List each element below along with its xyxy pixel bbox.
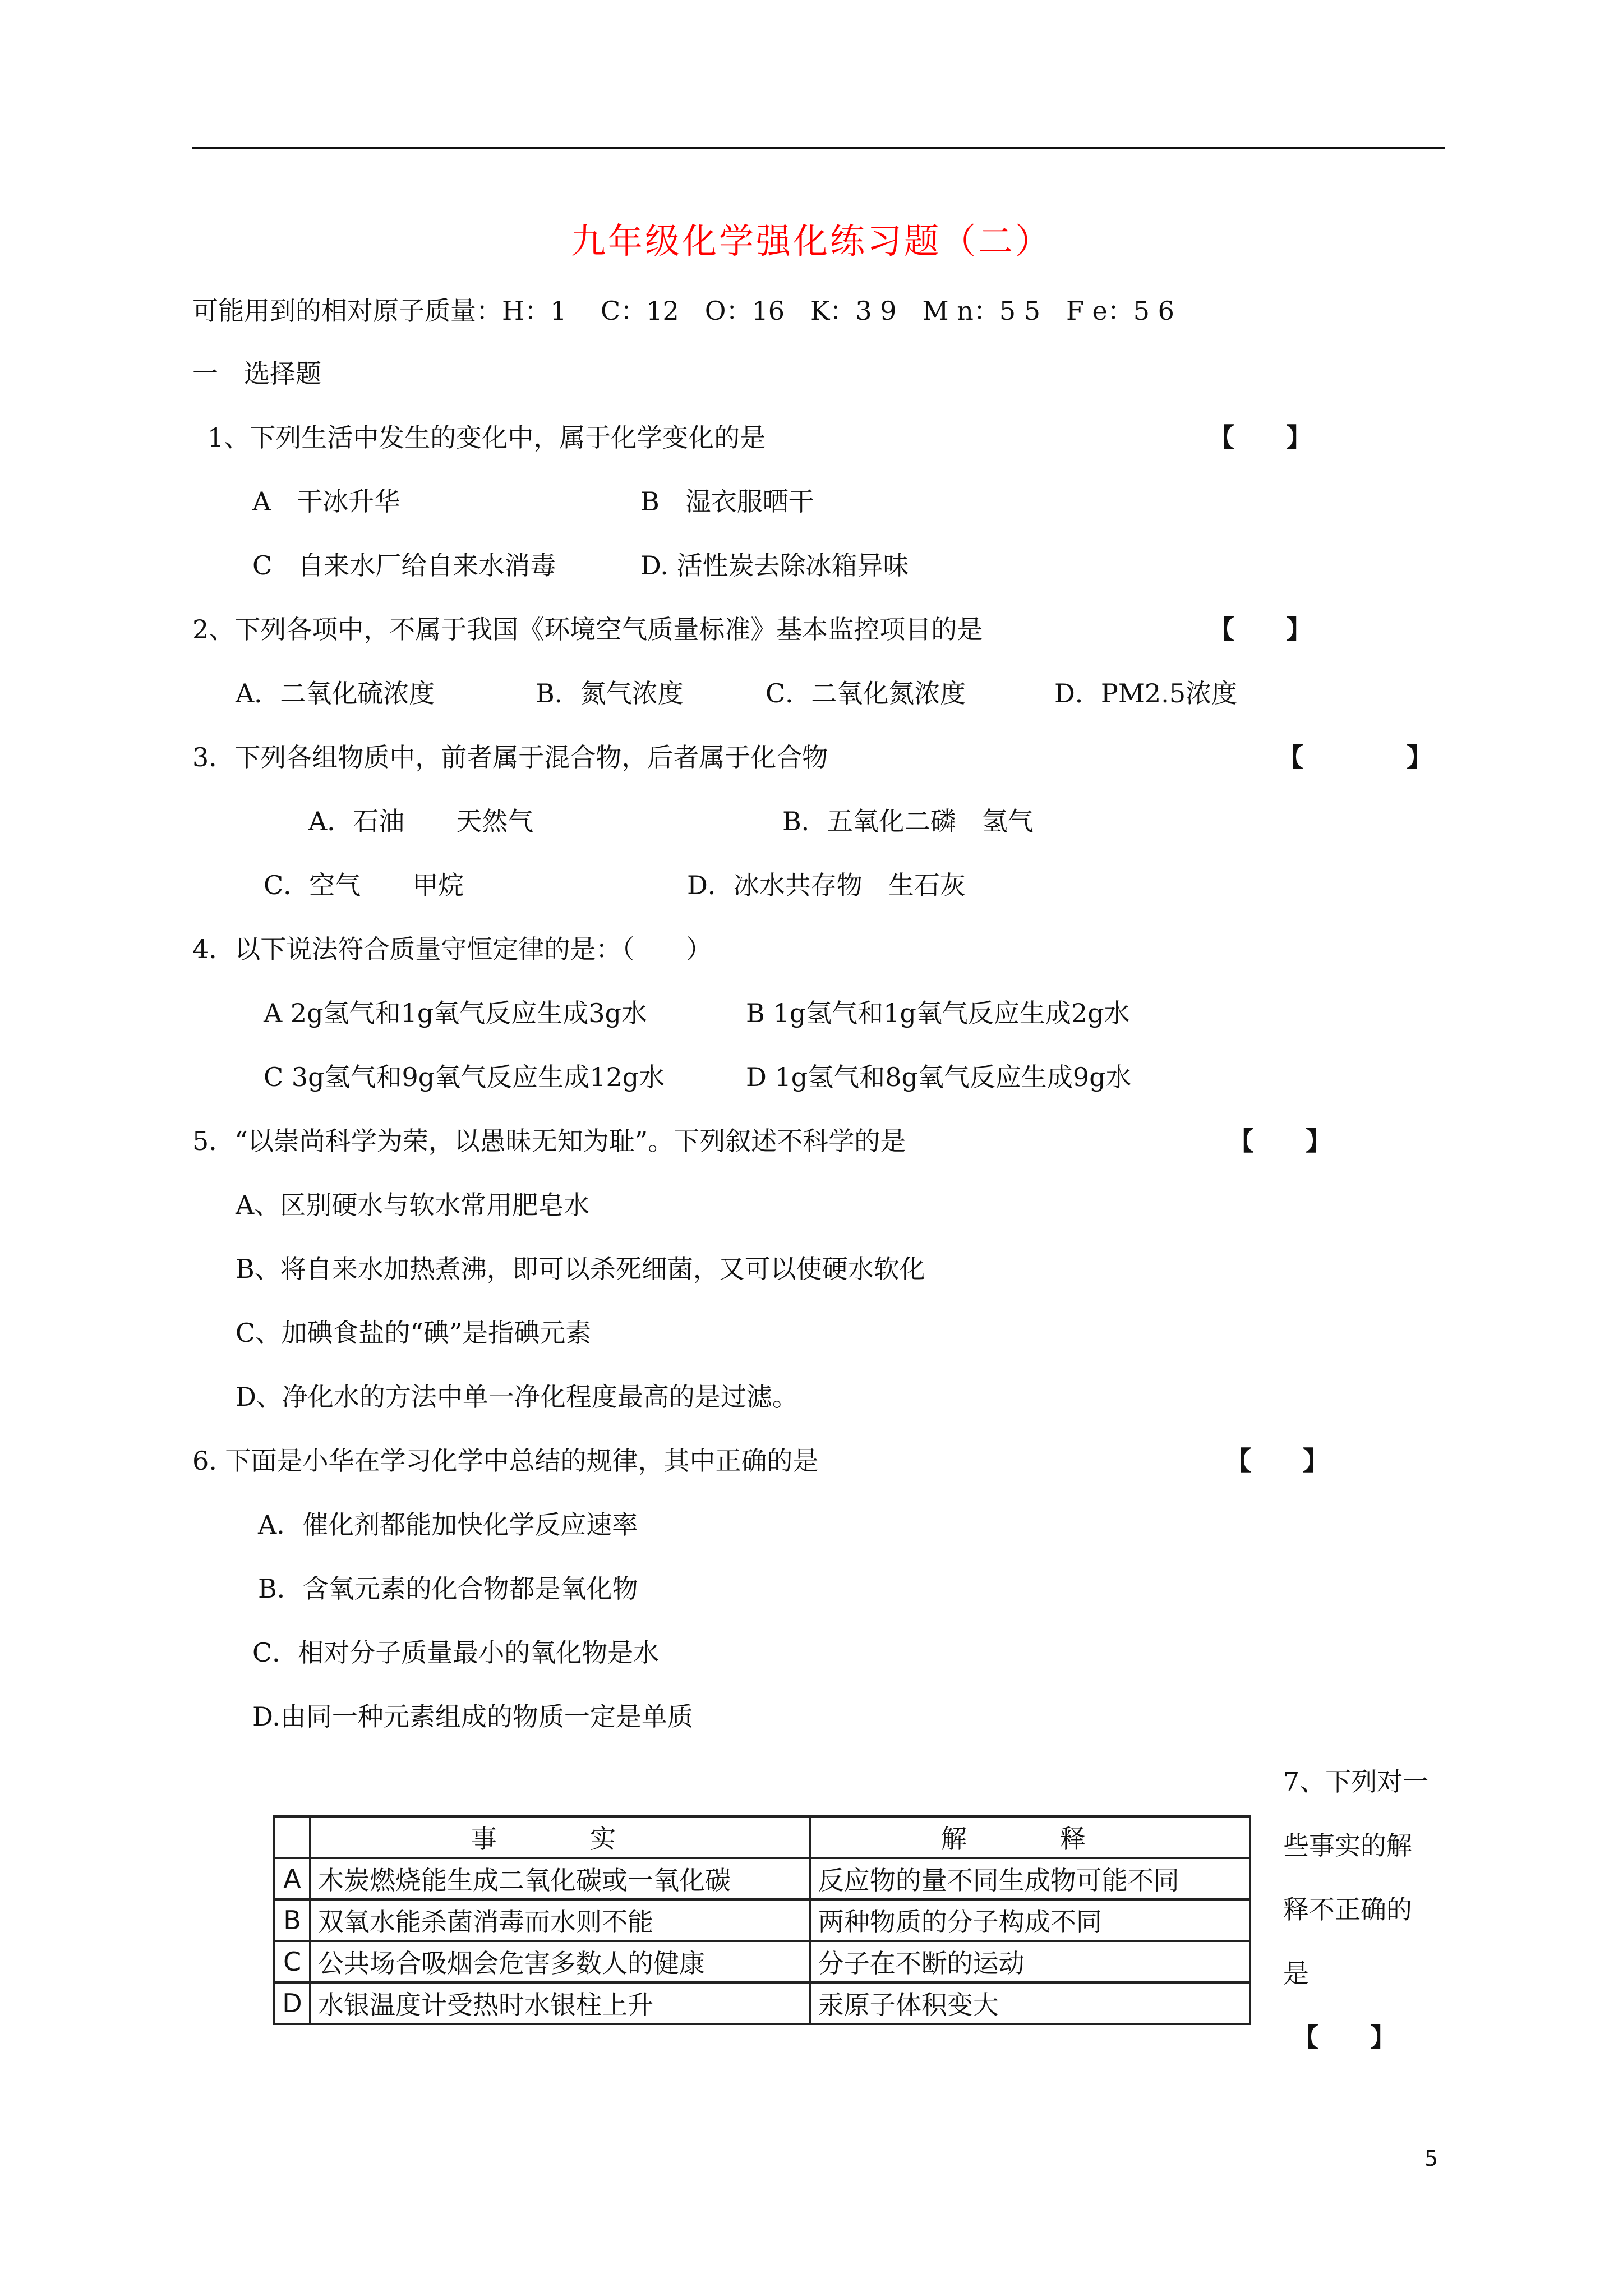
q5-option-a: A、区别硬水与软水常用肥皂水 bbox=[236, 1190, 590, 1220]
row-explanation: 分子在不断的运动 bbox=[810, 1941, 1250, 1982]
q7-answer-bracket: 【 】 bbox=[1293, 2022, 1396, 2053]
table-row bbox=[274, 1858, 1250, 1899]
table-header-fact: 事 实 bbox=[310, 1816, 810, 1858]
q4-option-a: A 2g氢气和1g氧气反应生成3g水 bbox=[264, 998, 647, 1028]
q1-option-d: D. 活性炭去除冰箱异味 bbox=[640, 550, 909, 581]
row-fact: 公共场合吸烟会危害多数人的健康 bbox=[310, 1941, 810, 1982]
q4-option-d: D 1g氢气和8g氧气反应生成9g水 bbox=[746, 1062, 1132, 1092]
q2-option-c: C．二氧化氮浓度 bbox=[766, 678, 966, 708]
q6-option-b: B．含氧元素的化合物都是氧化物 bbox=[258, 1573, 638, 1604]
q7-stem-line-3: 释不正确的 bbox=[1283, 1894, 1412, 1925]
q7-facts-table bbox=[273, 1815, 1251, 2025]
q7-stem-line-1: 7、下列对一 bbox=[1283, 1766, 1429, 1797]
page-number: 5 bbox=[1424, 2146, 1438, 2171]
atomic-masses: 可能用到的相对原子质量：H：1 C：12 O：16 K：3 9 M n：5 5 F e：5 6 bbox=[192, 296, 1174, 326]
table-row bbox=[274, 1941, 1250, 1982]
q5-answer-bracket: 【 】 bbox=[1228, 1126, 1331, 1156]
q5-option-d: D、净化水的方法中单一净化程度最高的是过滤。 bbox=[236, 1382, 798, 1412]
q1-answer-bracket: 【 】 bbox=[1209, 422, 1312, 453]
row-key: B bbox=[274, 1899, 310, 1941]
q3-option-a: A．石油 天然气 bbox=[308, 806, 534, 836]
q1-option-b: B 湿衣服晒干 bbox=[640, 486, 814, 517]
q3-option-d: D．冰水共存物 生石灰 bbox=[687, 870, 966, 900]
row-fact: 双氧水能杀菌消毒而水则不能 bbox=[310, 1899, 810, 1941]
q3-stem: 3．下列各组物质中，前者属于混合物，后者属于化合物 bbox=[192, 742, 828, 772]
header-rule bbox=[192, 147, 1445, 149]
q2-option-a: A．二氧化硫浓度 bbox=[236, 678, 435, 708]
q6-answer-bracket: 【 】 bbox=[1225, 1446, 1329, 1476]
q2-option-b: B．氮气浓度 bbox=[536, 678, 684, 708]
q6-stem: 6. 下面是小华在学习化学中总结的规律，其中正确的是 bbox=[192, 1446, 819, 1476]
q2-stem: 2、下列各项中，不属于我国《环境空气质量标准》基本监控项目的是 bbox=[192, 614, 983, 645]
q1-stem: 1、下列生活中发生的变化中，属于化学变化的是 bbox=[208, 422, 766, 453]
row-key: D bbox=[274, 1982, 310, 2024]
q5-option-b: B、将自来水加热煮沸，即可以杀死细菌，又可以使硬水软化 bbox=[236, 1254, 925, 1284]
row-key: A bbox=[274, 1858, 310, 1899]
row-fact: 水银温度计受热时水银柱上升 bbox=[310, 1982, 810, 2024]
q1-option-c: C 自来水厂给自来水消毒 bbox=[252, 550, 556, 581]
q7-stem-line-4: 是 bbox=[1283, 1958, 1309, 1989]
page-title: 九年级化学强化练习题（二） bbox=[570, 220, 1052, 261]
q4-option-b: B 1g氢气和1g氧气反应生成2g水 bbox=[746, 998, 1130, 1028]
table-header-key bbox=[274, 1816, 310, 1858]
q4-stem: 4．以下说法符合质量守恒定律的是：（ ） bbox=[192, 934, 712, 964]
row-key: C bbox=[274, 1941, 310, 1982]
q1-option-a: A 干冰升华 bbox=[252, 486, 400, 517]
table-header-row bbox=[274, 1816, 1250, 1858]
table-row bbox=[274, 1982, 1250, 2024]
q5-option-c: C、加碘食盐的“碘”是指碘元素 bbox=[236, 1318, 592, 1348]
q6-option-d: D.由同一种元素组成的物质一定是单质 bbox=[252, 1701, 693, 1732]
q4-option-c: C 3g氢气和9g氧气反应生成12g水 bbox=[264, 1062, 665, 1092]
row-fact: 木炭燃烧能生成二氧化碳或一氧化碳 bbox=[310, 1858, 810, 1899]
q3-option-c: C．空气 甲烷 bbox=[264, 870, 464, 900]
q3-option-b: B．五氧化二磷 氢气 bbox=[782, 806, 1034, 836]
row-explanation: 反应物的量不同生成物可能不同 bbox=[810, 1858, 1250, 1899]
q6-option-a: A．催化剂都能加快化学反应速率 bbox=[258, 1510, 638, 1540]
row-explanation: 汞原子体积变大 bbox=[810, 1982, 1250, 2024]
q3-answer-bracket: 【 】 bbox=[1278, 742, 1432, 772]
q7-stem-line-2: 些事实的解 bbox=[1283, 1830, 1412, 1861]
q5-stem: 5．“以崇尚科学为荣，以愚昧无知为耻”。下列叙述不科学的是 bbox=[192, 1126, 906, 1156]
q2-option-d: D．PM2.5浓度 bbox=[1054, 678, 1238, 708]
q2-answer-bracket: 【 】 bbox=[1209, 614, 1312, 645]
q6-option-c: C．相对分子质量最小的氧化物是水 bbox=[252, 1637, 660, 1668]
table-row bbox=[274, 1899, 1250, 1941]
table-header-explanation: 解 释 bbox=[810, 1816, 1250, 1858]
section-heading: 一 选择题 bbox=[192, 358, 321, 389]
row-explanation: 两种物质的分子构成不同 bbox=[810, 1899, 1250, 1941]
